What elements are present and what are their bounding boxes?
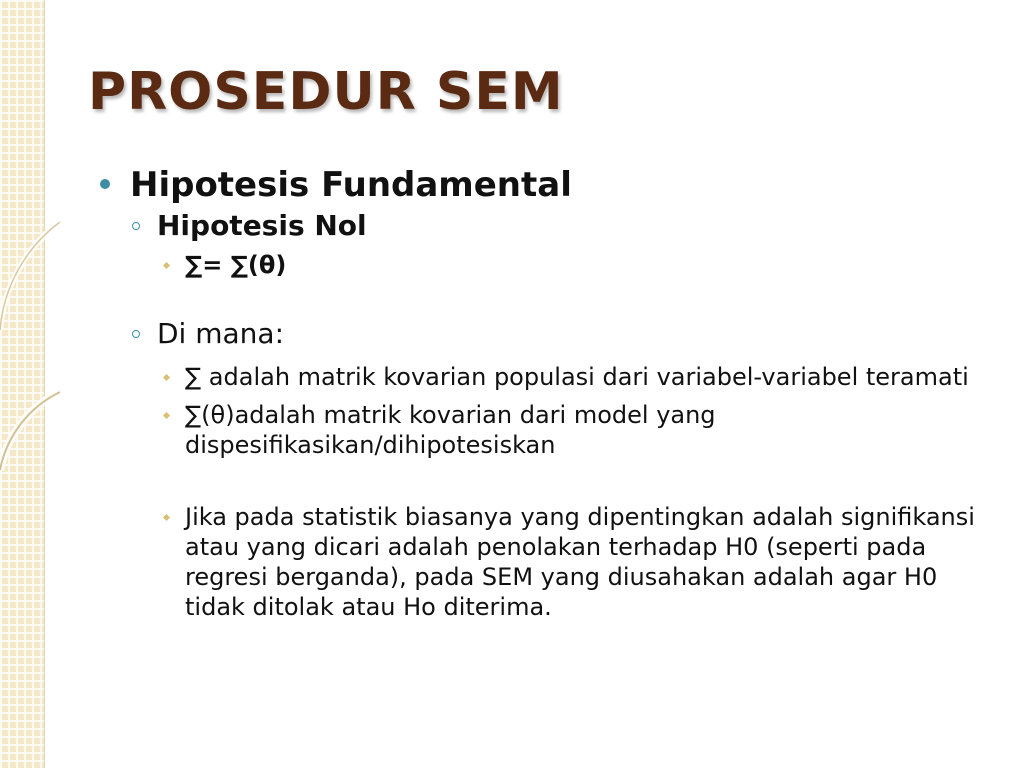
ring-bullet-icon	[132, 330, 140, 338]
decorative-arcs	[0, 0, 60, 768]
diamond-bullet-icon	[163, 514, 170, 521]
bullet-level-3	[164, 362, 1000, 392]
bullet-text: Jika pada statistik biasanya yang dipentingkan adalah signifikansi atau yang dicari adalah penolakan terhadap H0 (seperti pada regresi berganda), pada SEM yang diusahakan adalah agar H0 tidak ditolak atau Ho diterima.	[185, 503, 975, 621]
diamond-bullet-icon	[163, 262, 170, 269]
bullet-level-3	[164, 250, 1000, 280]
diamond-bullet-icon	[163, 412, 170, 419]
bullet-text: Hipotesis Fundamental	[130, 165, 572, 205]
diamond-bullet-icon	[163, 374, 170, 381]
round-bullet-icon	[100, 179, 110, 189]
bullet-text: ∑ adalah matrik kovarian populasi dari variabel-variabel teramati	[185, 363, 969, 391]
equation-text: ∑= ∑(θ)	[185, 251, 287, 279]
bullet-level-2	[132, 206, 1000, 246]
bullet-level-1	[100, 160, 1000, 210]
bullet-level-3	[164, 502, 1000, 622]
bullet-text: ∑(θ)adalah matrik kovarian dari model yang dispesifikasikan/dihipotesiskan	[185, 401, 716, 459]
bullet-text: Hipotesis Nol	[157, 209, 367, 242]
bullet-text: Di mana:	[157, 317, 285, 350]
bullet-level-3	[164, 400, 1000, 460]
slide-body	[100, 160, 1000, 622]
slide-title: PROSEDUR SEM	[88, 62, 564, 122]
bullet-level-2	[132, 314, 1000, 354]
ring-bullet-icon	[132, 222, 140, 230]
